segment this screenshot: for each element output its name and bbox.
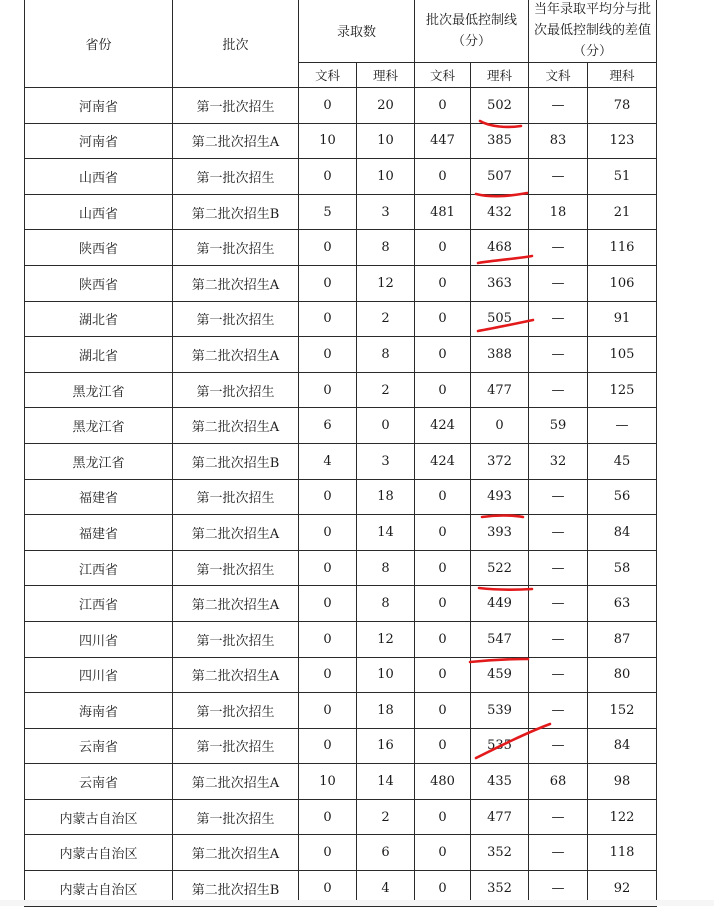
cell-admitted-like: 10	[357, 657, 415, 693]
admission-score-table	[24, 0, 657, 907]
cell-batch: 第一批次招生	[173, 301, 299, 337]
cell-batch: 第一批次招生	[173, 621, 299, 657]
cell-batch: 第二批次招生A	[173, 586, 299, 622]
cell-diff-wenke: —	[529, 728, 588, 764]
cell-admitted-like: 8	[357, 550, 415, 586]
table-row	[25, 159, 657, 195]
cell-diff-wenke: —	[529, 657, 588, 693]
cell-diff-wenke: —	[529, 515, 588, 551]
cell-admitted-like: 2	[357, 372, 415, 408]
cell-min-line-like: 477	[471, 799, 529, 835]
cell-diff-like: 98	[588, 764, 657, 800]
table-body	[25, 88, 657, 907]
cell-diff-like: 80	[588, 657, 657, 693]
cell-admitted-wenke: 6	[299, 408, 357, 444]
cell-min-line-like: 449	[471, 586, 529, 622]
cell-admitted-wenke: 0	[299, 230, 357, 266]
cell-min-line-wenke: 0	[415, 479, 471, 515]
cell-min-line-like: 468	[471, 230, 529, 266]
cell-diff-wenke: 83	[529, 123, 588, 159]
cell-min-line-wenke: 424	[415, 443, 471, 479]
cell-admitted-wenke: 0	[299, 265, 357, 301]
cell-diff-like: 45	[588, 443, 657, 479]
cell-admitted-like: 14	[357, 515, 415, 551]
cell-admitted-wenke: 0	[299, 835, 357, 871]
cell-province: 江西省	[25, 550, 173, 586]
cell-batch: 第二批次招生A	[173, 515, 299, 551]
header-batch: 批次	[173, 0, 299, 88]
cell-province: 海南省	[25, 693, 173, 729]
cell-diff-wenke: —	[529, 301, 588, 337]
cell-admitted-wenke: 0	[299, 88, 357, 124]
cell-admitted-wenke: 0	[299, 479, 357, 515]
cell-min-line-like: 502	[471, 88, 529, 124]
cell-min-line-like: 393	[471, 515, 529, 551]
cell-province: 云南省	[25, 728, 173, 764]
table-row	[25, 550, 657, 586]
cell-province: 山西省	[25, 159, 173, 195]
cell-admitted-wenke: 0	[299, 515, 357, 551]
cell-batch: 第一批次招生	[173, 550, 299, 586]
cell-admitted-wenke: 0	[299, 337, 357, 373]
cell-province: 黑龙江省	[25, 372, 173, 408]
cell-min-line-wenke: 0	[415, 337, 471, 373]
table-row	[25, 764, 657, 800]
cell-admitted-wenke: 10	[299, 123, 357, 159]
table-row	[25, 123, 657, 159]
cell-min-line-wenke: 0	[415, 230, 471, 266]
cell-admitted-wenke: 0	[299, 728, 357, 764]
cell-min-line-wenke: 0	[415, 550, 471, 586]
table-row	[25, 408, 657, 444]
cell-province: 陕西省	[25, 265, 173, 301]
cell-admitted-like: 16	[357, 728, 415, 764]
cell-diff-wenke: —	[529, 550, 588, 586]
cell-admitted-wenke: 5	[299, 194, 357, 230]
cell-min-line-like: 363	[471, 265, 529, 301]
table-row	[25, 479, 657, 515]
cell-min-line-like: 352	[471, 871, 529, 907]
cell-admitted-wenke: 0	[299, 871, 357, 907]
cell-province: 云南省	[25, 764, 173, 800]
header-admitted-like: 理科	[357, 63, 415, 88]
cell-min-line-wenke: 0	[415, 871, 471, 907]
cell-admitted-like: 3	[357, 194, 415, 230]
cell-admitted-wenke: 0	[299, 586, 357, 622]
cell-diff-like: 92	[588, 871, 657, 907]
cell-batch: 第一批次招生	[173, 159, 299, 195]
cell-diff-wenke: —	[529, 586, 588, 622]
cell-min-line-wenke: 0	[415, 586, 471, 622]
cell-batch: 第一批次招生	[173, 230, 299, 266]
cell-min-line-like: 547	[471, 621, 529, 657]
cell-province: 河南省	[25, 123, 173, 159]
cell-province: 黑龙江省	[25, 408, 173, 444]
table-row	[25, 693, 657, 729]
cell-province: 湖北省	[25, 337, 173, 373]
cell-admitted-like: 3	[357, 443, 415, 479]
cell-province: 陕西省	[25, 230, 173, 266]
cell-diff-like: 87	[588, 621, 657, 657]
cell-admitted-wenke: 0	[299, 799, 357, 835]
header-score-diff: 当年录取平均分与批次最低控制线的差值（分）	[529, 0, 657, 63]
cell-admitted-wenke: 0	[299, 372, 357, 408]
cell-diff-wenke: —	[529, 621, 588, 657]
table-row	[25, 621, 657, 657]
cell-min-line-like: 507	[471, 159, 529, 195]
cell-diff-like: 105	[588, 337, 657, 373]
cell-admitted-like: 12	[357, 265, 415, 301]
cell-diff-like: 78	[588, 88, 657, 124]
cell-diff-wenke: —	[529, 479, 588, 515]
table-row	[25, 230, 657, 266]
cell-min-line-like: 459	[471, 657, 529, 693]
header-row-top	[25, 0, 657, 63]
cell-admitted-wenke: 0	[299, 657, 357, 693]
cell-diff-like: 84	[588, 515, 657, 551]
cell-province: 黑龙江省	[25, 443, 173, 479]
table-row	[25, 728, 657, 764]
cell-province: 内蒙古自治区	[25, 871, 173, 907]
cell-diff-like: 84	[588, 728, 657, 764]
header-diff-wenke: 文科	[529, 63, 588, 88]
cell-min-line-wenke: 480	[415, 764, 471, 800]
cell-admitted-like: 12	[357, 621, 415, 657]
cell-province: 福建省	[25, 479, 173, 515]
cell-diff-like: 118	[588, 835, 657, 871]
cell-diff-like: 106	[588, 265, 657, 301]
cell-admitted-like: 2	[357, 301, 415, 337]
header-min-line-wenke: 文科	[415, 63, 471, 88]
cell-diff-like: 56	[588, 479, 657, 515]
cell-diff-wenke: —	[529, 871, 588, 907]
cell-batch: 第二批次招生A	[173, 408, 299, 444]
cell-min-line-like: 0	[471, 408, 529, 444]
cell-diff-wenke: —	[529, 230, 588, 266]
cell-diff-like: 63	[588, 586, 657, 622]
cell-min-line-wenke: 0	[415, 621, 471, 657]
cell-admitted-wenke: 4	[299, 443, 357, 479]
cell-province: 河南省	[25, 88, 173, 124]
cell-min-line-like: 385	[471, 123, 529, 159]
cell-admitted-like: 18	[357, 693, 415, 729]
table-row	[25, 586, 657, 622]
cell-min-line-wenke: 0	[415, 265, 471, 301]
cell-diff-wenke: —	[529, 693, 588, 729]
cell-batch: 第一批次招生	[173, 728, 299, 764]
cell-batch: 第二批次招生A	[173, 835, 299, 871]
cell-diff-like: 21	[588, 194, 657, 230]
cell-diff-wenke: —	[529, 799, 588, 835]
cell-admitted-wenke: 0	[299, 693, 357, 729]
header-province: 省份	[25, 0, 173, 88]
table-row	[25, 515, 657, 551]
cell-diff-wenke: 68	[529, 764, 588, 800]
cell-admitted-like: 4	[357, 871, 415, 907]
cell-admitted-like: 10	[357, 159, 415, 195]
cell-min-line-wenke: 0	[415, 835, 471, 871]
cell-min-line-wenke: 0	[415, 799, 471, 835]
cell-admitted-like: 8	[357, 337, 415, 373]
cell-min-line-wenke: 481	[415, 194, 471, 230]
cell-diff-like: 122	[588, 799, 657, 835]
cell-diff-wenke: 32	[529, 443, 588, 479]
cell-min-line-wenke: 0	[415, 657, 471, 693]
page-bottom-edge	[0, 900, 714, 906]
cell-batch: 第一批次招生	[173, 372, 299, 408]
cell-batch: 第二批次招生B	[173, 443, 299, 479]
header-diff-like: 理科	[588, 63, 657, 88]
cell-batch: 第二批次招生A	[173, 265, 299, 301]
cell-province: 四川省	[25, 657, 173, 693]
cell-diff-like: 125	[588, 372, 657, 408]
header-min-line: 批次最低控制线（分）	[415, 0, 529, 63]
cell-diff-like: 152	[588, 693, 657, 729]
cell-diff-wenke: —	[529, 159, 588, 195]
cell-province: 四川省	[25, 621, 173, 657]
cell-province: 福建省	[25, 515, 173, 551]
cell-batch: 第一批次招生	[173, 88, 299, 124]
cell-diff-wenke: —	[529, 337, 588, 373]
cell-admitted-like: 18	[357, 479, 415, 515]
cell-admitted-wenke: 10	[299, 764, 357, 800]
cell-min-line-like: 522	[471, 550, 529, 586]
cell-min-line-like: 493	[471, 479, 529, 515]
cell-admitted-wenke: 0	[299, 621, 357, 657]
cell-diff-like: 51	[588, 159, 657, 195]
cell-min-line-wenke: 0	[415, 728, 471, 764]
cell-batch: 第二批次招生B	[173, 871, 299, 907]
cell-min-line-wenke: 0	[415, 372, 471, 408]
table-row	[25, 337, 657, 373]
cell-admitted-like: 0	[357, 408, 415, 444]
table-row	[25, 194, 657, 230]
cell-batch: 第二批次招生A	[173, 657, 299, 693]
cell-diff-wenke: —	[529, 88, 588, 124]
cell-min-line-like: 372	[471, 443, 529, 479]
cell-batch: 第一批次招生	[173, 799, 299, 835]
cell-admitted-like: 10	[357, 123, 415, 159]
table-row	[25, 301, 657, 337]
cell-min-line-like: 535	[471, 728, 529, 764]
cell-min-line-wenke: 0	[415, 693, 471, 729]
cell-batch: 第一批次招生	[173, 479, 299, 515]
cell-admitted-wenke: 0	[299, 550, 357, 586]
cell-province: 内蒙古自治区	[25, 799, 173, 835]
cell-admitted-like: 20	[357, 88, 415, 124]
cell-province: 内蒙古自治区	[25, 835, 173, 871]
table-row	[25, 88, 657, 124]
cell-diff-wenke: 59	[529, 408, 588, 444]
cell-min-line-wenke: 0	[415, 515, 471, 551]
header-admitted: 录取数	[299, 0, 415, 63]
cell-admitted-wenke: 0	[299, 301, 357, 337]
table-row	[25, 799, 657, 835]
cell-diff-wenke: —	[529, 372, 588, 408]
cell-min-line-like: 539	[471, 693, 529, 729]
cell-province: 湖北省	[25, 301, 173, 337]
cell-min-line-wenke: 447	[415, 123, 471, 159]
cell-min-line-like: 477	[471, 372, 529, 408]
cell-batch: 第二批次招生A	[173, 123, 299, 159]
cell-min-line-wenke: 0	[415, 159, 471, 195]
cell-batch: 第二批次招生A	[173, 337, 299, 373]
cell-diff-like: 58	[588, 550, 657, 586]
table-row	[25, 443, 657, 479]
cell-admitted-like: 8	[357, 586, 415, 622]
cell-admitted-like: 2	[357, 799, 415, 835]
table-row	[25, 657, 657, 693]
cell-diff-like: —	[588, 408, 657, 444]
cell-admitted-wenke: 0	[299, 159, 357, 195]
cell-diff-wenke: 18	[529, 194, 588, 230]
cell-diff-like: 116	[588, 230, 657, 266]
cell-min-line-like: 352	[471, 835, 529, 871]
table-row	[25, 372, 657, 408]
header-min-line-like: 理科	[471, 63, 529, 88]
header-admitted-wenke: 文科	[299, 63, 357, 88]
cell-diff-wenke: —	[529, 265, 588, 301]
table-row	[25, 835, 657, 871]
cell-admitted-like: 6	[357, 835, 415, 871]
cell-diff-like: 123	[588, 123, 657, 159]
cell-min-line-like: 432	[471, 194, 529, 230]
cell-batch: 第一批次招生	[173, 693, 299, 729]
cell-min-line-like: 505	[471, 301, 529, 337]
cell-province: 山西省	[25, 194, 173, 230]
cell-diff-like: 91	[588, 301, 657, 337]
cell-batch: 第二批次招生A	[173, 764, 299, 800]
cell-diff-wenke: —	[529, 835, 588, 871]
cell-admitted-like: 8	[357, 230, 415, 266]
cell-province: 江西省	[25, 586, 173, 622]
cell-min-line-like: 388	[471, 337, 529, 373]
cell-min-line-like: 435	[471, 764, 529, 800]
cell-min-line-wenke: 0	[415, 301, 471, 337]
table-row	[25, 265, 657, 301]
cell-min-line-wenke: 0	[415, 88, 471, 124]
cell-min-line-wenke: 424	[415, 408, 471, 444]
cell-batch: 第二批次招生B	[173, 194, 299, 230]
cell-admitted-like: 14	[357, 764, 415, 800]
